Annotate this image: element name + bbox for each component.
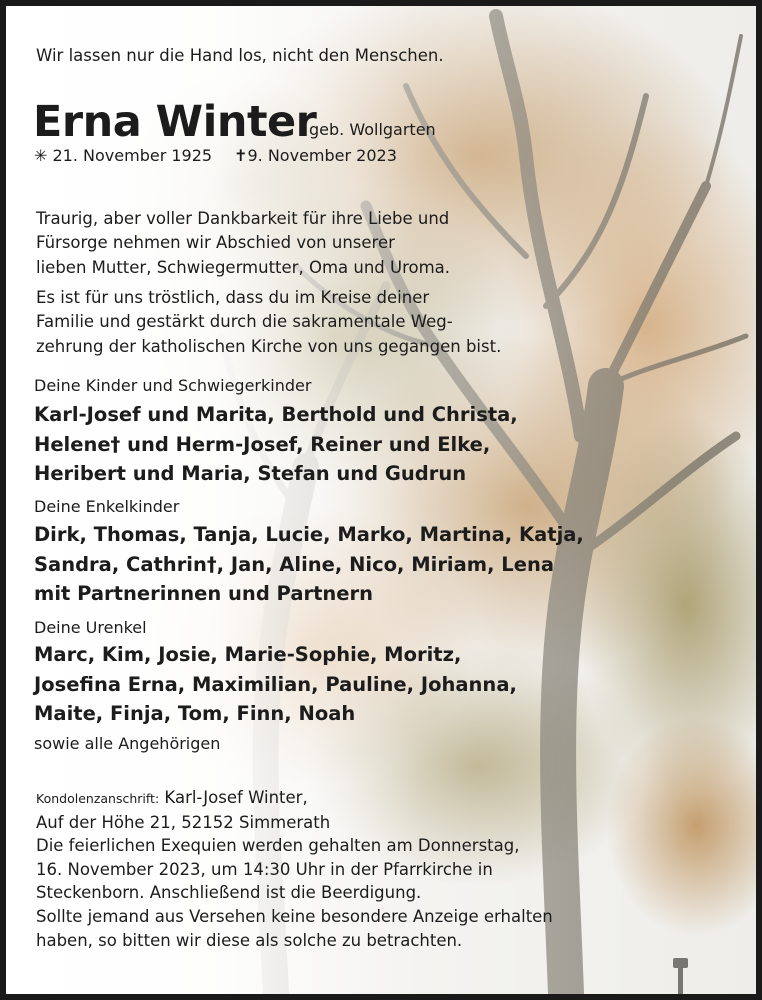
name-line: Maite, Finja, Tom, Finn, Noah	[34, 702, 356, 725]
death-date: 9. November 2023	[247, 146, 397, 165]
condolence-label: Kondolenzanschrift:	[36, 791, 160, 806]
text-line: Sollte jemand aus Versehen keine besondere Anzeige erhalten	[36, 906, 553, 926]
great-grandchildren-label: Deine Urenkel	[34, 618, 147, 637]
relatives-text: sowie alle Angehörigen	[34, 734, 221, 753]
name-line: Dirk, Thomas, Tanja, Lucie, Marko, Martina, Katja,	[34, 523, 584, 546]
birth-date: 21. November 1925	[52, 146, 213, 165]
text-line: Es ist für uns tröstlich, dass du im Kreise deiner	[36, 288, 430, 307]
grandchildren-names	[34, 520, 584, 609]
text-line: Fürsorge nehmen wir Abschied von unserer	[36, 233, 395, 253]
text-line: lieben Mutter, Schwiegermutter, Oma und Uroma.	[36, 257, 451, 277]
name-line: mit Partnerinnen und Partnern	[34, 582, 374, 605]
condolence-and-funeral	[36, 786, 553, 952]
text-line: zehrung der katholischen Kirche von uns gegangen bist.	[36, 336, 502, 356]
motto: Wir lassen nur die Hand los, nicht den Menschen.	[36, 46, 444, 65]
intro-paragraph	[36, 207, 450, 280]
text-line: haben, so bitten wir diese als solche zu betrachten.	[36, 930, 463, 950]
children-names	[34, 400, 518, 489]
comfort-paragraph	[36, 286, 501, 359]
text-line: Traurig, aber voller Dankbarkeit für ihre Liebe und	[36, 209, 450, 228]
children-label: Deine Kinder und Schwiegerkinder	[34, 376, 312, 395]
condolence-address: Auf der Höhe 21, 52152 Simmerath	[36, 812, 331, 832]
deceased-name: Erna Winter	[33, 97, 317, 147]
name-line: Sandra, Cathrin†, Jan, Aline, Nico, Miriam, Lena	[34, 552, 554, 576]
name-line: Karl-Josef und Marita, Berthold und Christa,	[34, 403, 518, 426]
name-line: Heribert und Maria, Stefan und Gudrun	[34, 462, 467, 485]
birth-name: geb. Wollgarten	[309, 120, 436, 139]
life-dates	[34, 146, 397, 165]
birth-star-icon: ✳	[34, 146, 48, 165]
text-line: Die feierlichen Exequien werden gehalten am Donnerstag,	[36, 836, 520, 856]
text-line: Steckenborn. Anschließend ist die Beerdigung.	[36, 883, 422, 903]
grandchildren-label: Deine Enkelkinder	[34, 497, 180, 516]
death-cross-icon: ✝	[234, 146, 248, 165]
text-line: 16. November 2023, um 14:30 Uhr in der Pfarrkirche in	[36, 859, 493, 879]
name-line: Marc, Kim, Josie, Marie-Sophie, Moritz,	[34, 643, 462, 666]
great-grandchildren-names	[34, 640, 517, 729]
condolence-line	[36, 786, 553, 811]
text-line: Familie und gestärkt durch die sakramentale Weg-	[36, 312, 453, 332]
condolence-name: Karl-Josef Winter,	[164, 788, 308, 807]
name-line: Helene† und Herm-Josef, Reiner und Elke,	[34, 432, 491, 456]
name-line: Josefina Erna, Maximilian, Pauline, Johanna,	[34, 672, 517, 696]
